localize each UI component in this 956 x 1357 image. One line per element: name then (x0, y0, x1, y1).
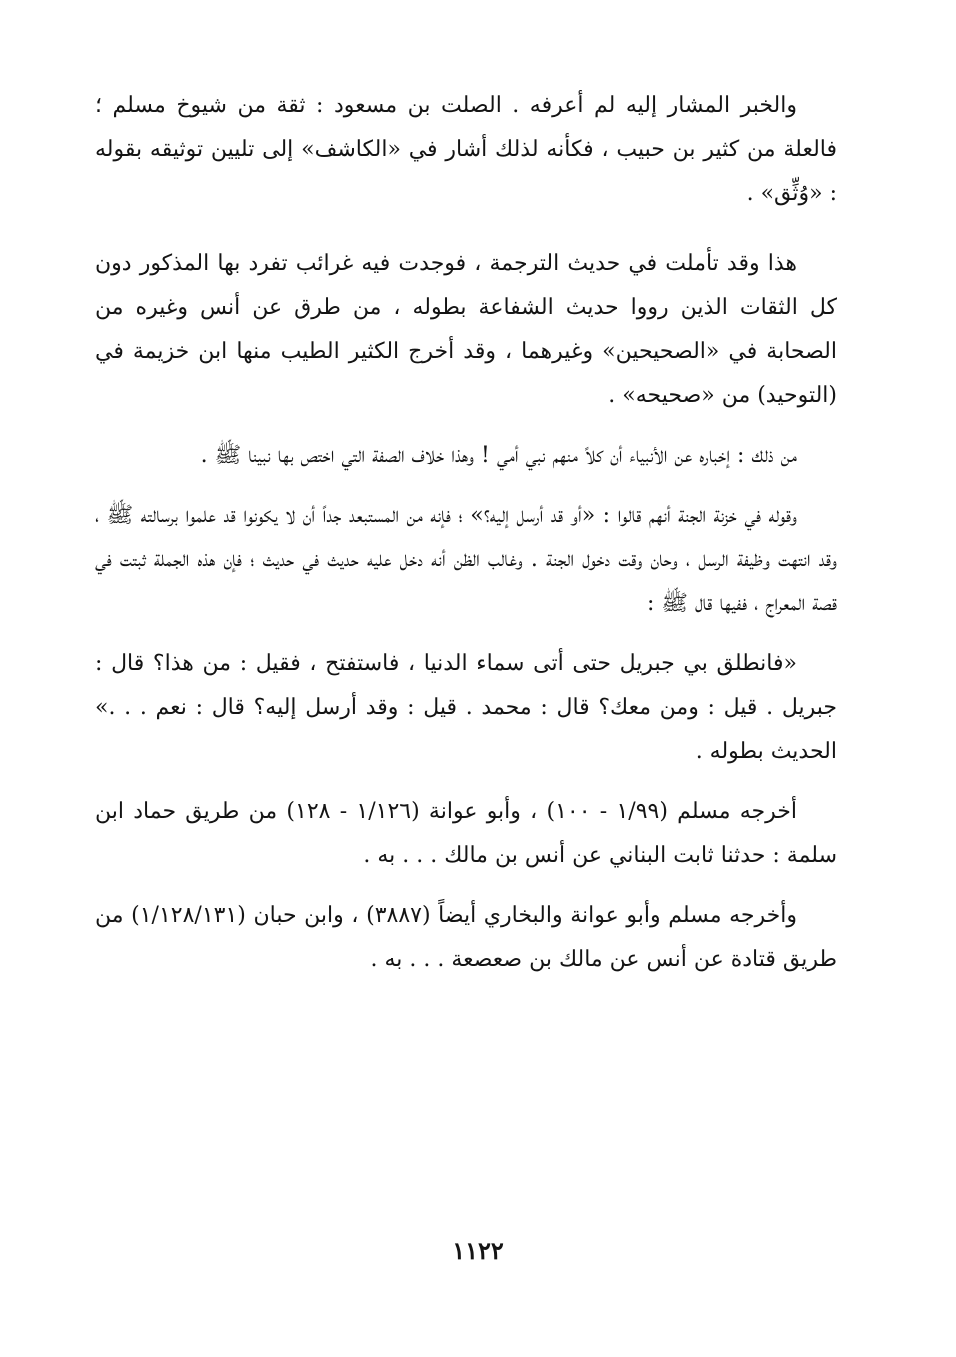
paragraph-3: من ذلك : إخباره عن الأنبياء أن كلاً منهم نبي أمي ! وهذا خلاف الصفة التي اختص بها نبينا ﷺ . (200, 443, 797, 468)
page-number: ١١٢٢ (452, 1236, 504, 1265)
paragraph-2: هذا وقد تأملت في حديث الترجمة ، فوجدت فيه غرائب تفرد بها المذكور دون كل الثقات الذين رووا حديث الشفاعة بطوله ، من طرق عن أنس وغيره من الصحابة في «الصحيحين» وغيرهما ، وقد أخرج الكثير الطيب منها ابن خزيمة في (التوحيد) من «صحيحه» . (95, 251, 837, 408)
page-body (95, 84, 837, 998)
paragraph-4: وقوله في خزنة الجنة أنهم قالوا : «أو قد أرسل إليه؟» ؛ فإنه من المستبعد جداً أن لا يكونوا قد علموا برسالته ﷺ ، وقد انتهت وظيفة الرسل ، وحان وقت دخول الجنة . وغالب الظن أنه دخل عليه حديث في حديث ؛ فإن هذه الجملة ثبتت في قصة المعراج ، ففيها قال ﷺ : (95, 503, 837, 616)
paragraph-5-quote: «فانطلق بي جبريل حتى أتى سماء الدنيا ، فاستفتح ، فقيل : من هذا؟ قال : جبريل . قيل : ومن معك؟ قال : محمد . قيل : وقد أرسل إليه؟ قال : نعم . . .» الحديث بطوله . (95, 651, 837, 764)
paragraph-1: والخبر المشار إليه لم أعرفه . الصلت بن مسعود : ثقة من شيوخ مسلم ؛ فالعلة من كثير بن حبيب ، فكأنه لذلك أشار في «الكاشف» إلى تليين توثيقه بقوله : «وُثِّق» . (95, 93, 837, 206)
paragraph-6-citation: أخرجه مسلم (١/٩٩ - ١٠٠) ، وأبو عوانة (١/١٢٦ - ١٢٨) من طريق حماد ابن سلمة : حدثنا ثابت البناني عن أنس بن مالك . . . به . (95, 799, 837, 868)
paragraph-7-citation: وأخرجه مسلم وأبو عوانة والبخاري أيضاً (٣٨٨٧) ، وابن حبان (١/١٢٨/١٣١) من طريق قتادة عن أنس عن مالك بن صعصعة . . . به . (95, 903, 837, 972)
